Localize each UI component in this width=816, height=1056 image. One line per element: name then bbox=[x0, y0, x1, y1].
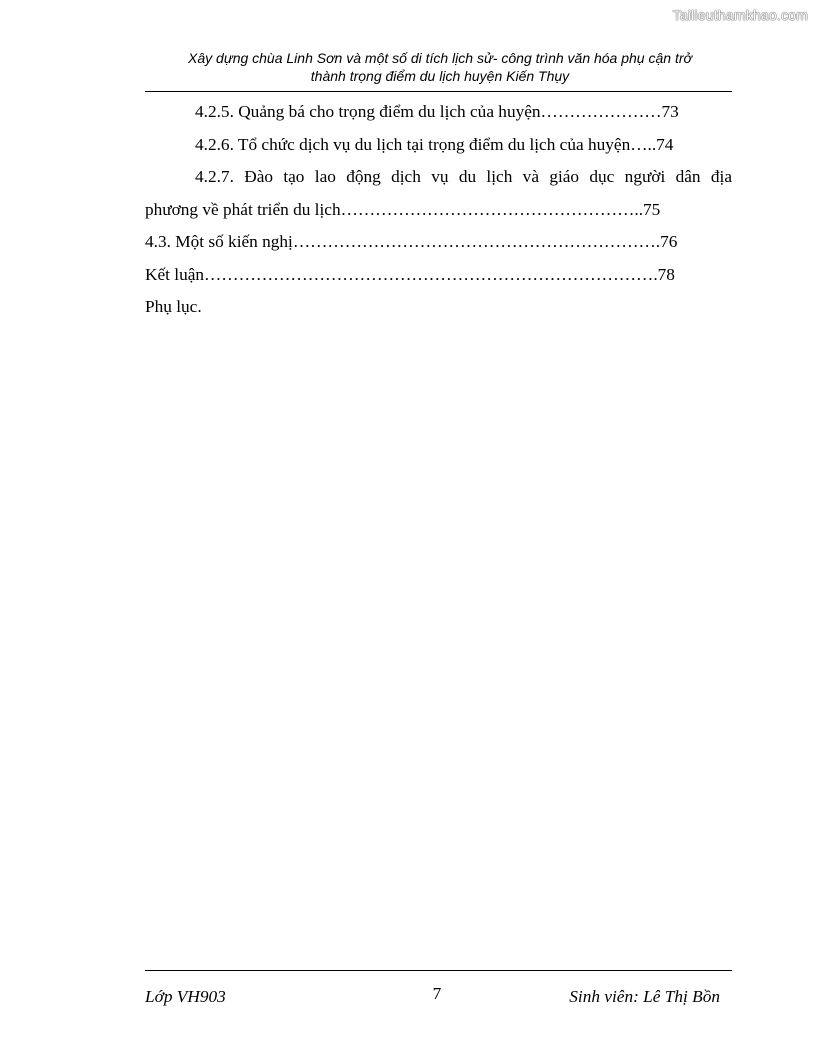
toc-entry-4-2-6: 4.2.6. Tổ chức dịch vụ du lịch tại trọng điểm du lịch của huyện…..74 bbox=[195, 134, 674, 154]
toc-entry-4-3: 4.3. Một số kiến nghị……………………………………………………….76 bbox=[145, 232, 678, 251]
watermark: Tailieuthamkhao.com bbox=[672, 7, 808, 23]
header-divider bbox=[145, 91, 732, 92]
toc-entry-conclusion: Kết luận…………………………………………………………………….78 bbox=[145, 264, 675, 284]
table-of-contents bbox=[145, 96, 732, 324]
toc-entry-4-2-7-continued: phương về phát triển du lịch……………………………………………..75 bbox=[145, 199, 661, 219]
toc-entry-4-2-7: 4.2.7. Đào tạo lao động dịch vụ du lịch và giáo dục người dân địa bbox=[195, 167, 732, 186]
footer-class: Lớp VH903 bbox=[145, 987, 226, 1006]
footer-divider bbox=[145, 970, 732, 971]
header-line-2: thành trọng điểm du lịch huyện Kiến Thụy bbox=[310, 68, 570, 84]
toc-entry-appendix: Phụ lục. bbox=[145, 297, 202, 316]
header-line-1: Xây dựng chùa Linh Sơn và một số di tích lịch sử- công trình văn hóa phụ cận trở bbox=[188, 50, 692, 66]
running-header bbox=[140, 49, 740, 85]
footer-student: Sinh viên: Lê Thị Bồn bbox=[569, 987, 720, 1006]
toc-entry-4-2-5: 4.2.5. Quảng bá cho trọng điểm du lịch của huyện…………………73 bbox=[195, 102, 679, 121]
page-number: 7 bbox=[432, 984, 442, 1003]
